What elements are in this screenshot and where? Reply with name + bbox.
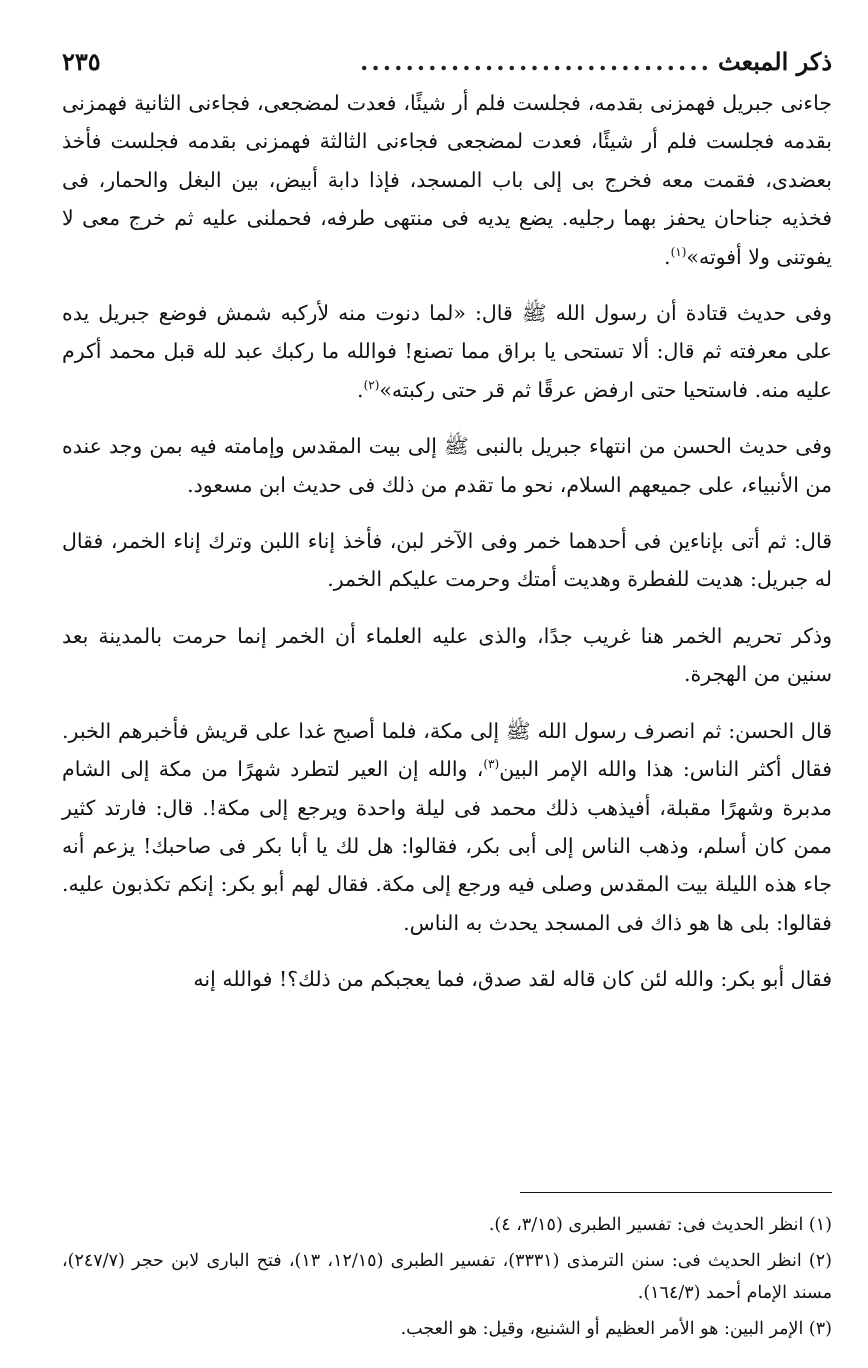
paragraph-text-continued: ، والله إن العير لتطرد شهرًا من مكة إلى الشام مدبرة وشهرًا مقبلة، أفيذهب ذلك محمد فى ليلة واحدة ويرجع إلى مكة!. قال: فارتد كثير ممن كان أسلم، وذهب الناس إلى أبى بكر، فقالوا: هل لك يا أبا بكر فى صاحبك! يزعم أنه جاء هذه الليلة بيت المقدس وصلى فيه ورجع إلى مكة. فقال لهم أبو بكر: إنكم تكذبون عليه. فقالوا: بلى ها هو ذاك فى المسجد يحدث به الناس. [62,757,832,935]
paragraph-tail: . [357,377,364,402]
footnote-separator [520,1192,832,1193]
footnote: (٢) انظر الحديث فى: سنن الترمذى (٣٣٣١)، تفسير الطبرى (١٢/١٥، ١٣)، فتح البارى لابن حجر (٢٤٧/٧)، مسند الإمام أحمد (١٦٤/٣). [62,1251,832,1303]
paragraph-text: وذكر تحريم الخمر هنا غريب جدًا، والذى عليه العلماء أن الخمر إنما حرمت بالمدينة بعد سنين من الهجرة. [62,623,832,687]
paragraph [62,294,832,409]
footnote-ref: (٣) [483,757,500,772]
paragraph-text: جاءنى جبريل فهمزنى بقدمه، فجلست فلم أر شيئًا، فعدت لمضجعى، فجاءنى الثانية فهمزنى بقدمه فجلست فلم أر شيئًا، فعدت لمضجعى فجاءنى الثالثة فهمزنى بقدمه فجلست فأخذ بعضدى، فقمت معه فخرج بى إلى باب المسجد، فإذا دابة أبيض، بين البغل والحمار، فى فخذيه جناحان يحفز بهما رجليه. يضع يديه فى منتهى طرفه، فحملنى عليه ثم خرج معى لا يفوتنى ولا أفوته» [62,91,832,269]
footnote: (١) انظر الحديث فى: تفسير الطبرى (٣/١٥، ٤). [488,1215,832,1235]
paragraph [62,427,832,504]
book-page [62,42,832,1339]
footnote: (٣) الإمر البين: هو الأمر العظيم أو الشنيع، وقيل: هو العجب. [400,1319,832,1339]
paragraph-text: وفى حديث الحسن من انتهاء جبريل بالنبى ﷺ إلى بيت المقدس وإمامته فيه بمن وجد عنده من الأنبياء، على جميعهم السلام، نحو ما تقدم من ذلك فى حديث ابن مسعود. [62,434,832,497]
paragraph [62,522,832,599]
paragraph-tail: . [664,244,671,269]
header-leader-dots: ............................... [360,47,713,76]
paragraph-text: فقال أبو بكر: والله لئن كان قاله لقد صدق، فما يعجبكم من ذلك؟! فوالله إنه [193,967,832,992]
footnote-ref: (٢) [363,378,380,393]
paragraph-text: قال الحسن: ثم انصرف رسول الله ﷺ إلى مكة، فلما أصبح غدا على قريش فأخبرهم الخبر. فقال أكثر الناس: هذا والله الإمر البين [62,718,832,782]
paragraph [62,84,832,276]
paragraph [62,712,832,942]
running-header [62,42,832,82]
chapter-title: ذكر المبعث [718,47,832,76]
footnote-ref: (١) [670,244,687,259]
paragraph [62,617,832,694]
paragraph [62,960,832,998]
page-body [62,84,832,999]
page-number: ٢٣٥ [62,47,101,76]
paragraph-text: قال: ثم أتى بإناءين فى أحدهما خمر وفى الآخر لبن، فأخذ إناء اللبن وترك إناء الخمر، فقال له جبريل: هديت للفطرة وهديت أمتك وحرمت عليكم الخمر. [62,529,832,592]
paragraph-text: وفى حديث قتادة أن رسول الله ﷺ قال: «لما دنوت منه لأركبه شمش فوضع جبريل يده على معرفته ثم قال: ألا تستحى يا براق مما تصنع! فوالله ما ركبك عبد لله قبل محمد أكرم عليه منه. فاستحيا حتى ارفض عرقًا ثم قر حتى ركبته» [62,301,832,402]
footnotes [62,1209,832,1349]
